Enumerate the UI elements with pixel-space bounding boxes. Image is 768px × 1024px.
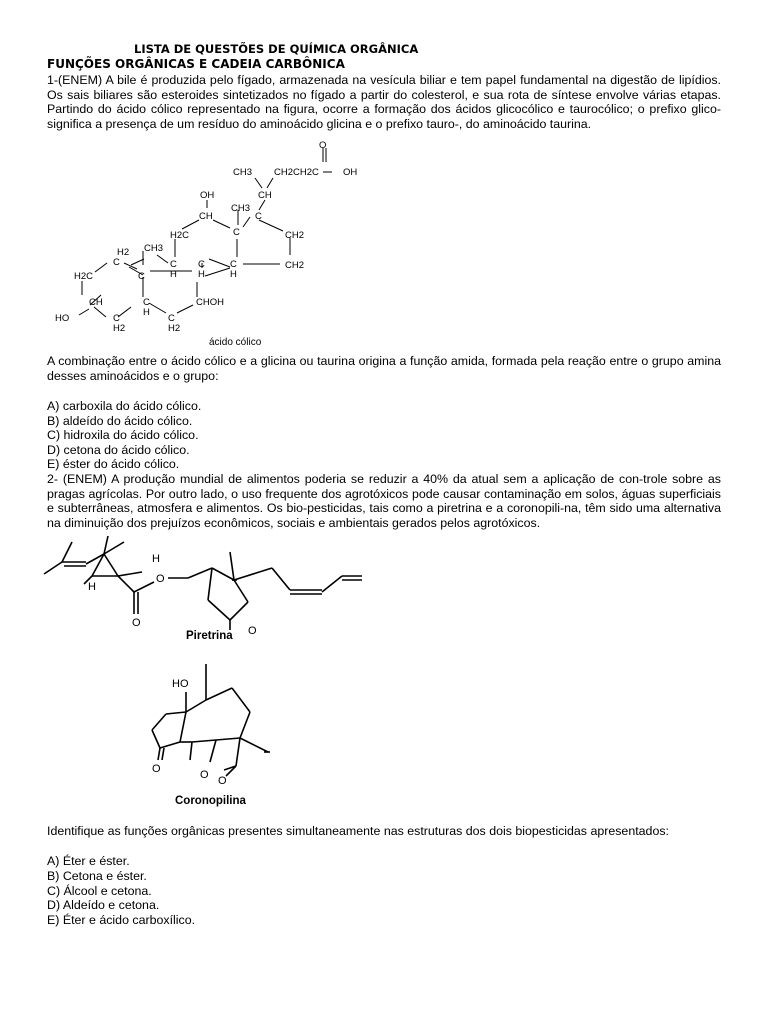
- question-1-option-e: E) éster do ácido cólico.: [47, 457, 180, 471]
- atom-label: CH: [258, 190, 272, 201]
- atom-label: C: [198, 259, 205, 270]
- question-2-option-c: C) Álcool e cetona.: [47, 884, 152, 898]
- atom-label: CH3: [231, 203, 251, 214]
- atom-label: C: [138, 271, 145, 282]
- question-2-option-e: E) Éter e ácido carboxílico.: [47, 913, 196, 927]
- atom-label: H: [230, 269, 237, 280]
- atom-label: H2C: [170, 230, 190, 241]
- atom-label: CH2: [285, 230, 305, 241]
- question-1-option-b: B) aldeído do ácido cólico.: [47, 414, 193, 428]
- atom-label: C: [113, 313, 120, 324]
- atom-label: OH: [200, 190, 215, 201]
- atom-label: O: [248, 625, 257, 637]
- atom-label: O: [152, 763, 161, 775]
- atom-label: O: [156, 573, 165, 585]
- atom-label: O: [132, 617, 141, 629]
- atom-label: CH: [199, 211, 213, 222]
- atom-label: CH2: [285, 260, 305, 271]
- coronopilina-atom-labels: [152, 678, 247, 807]
- atom-label: CHOH: [196, 297, 224, 308]
- atom-label: OH: [343, 167, 358, 178]
- atom-label: H: [198, 269, 205, 280]
- atom-label: CH2CH2C: [274, 167, 319, 178]
- piretrina-figure: [38, 532, 378, 647]
- atom-label: H: [143, 307, 150, 318]
- atom-label: CH3: [144, 243, 164, 254]
- atom-label: CH3: [233, 167, 253, 178]
- atom-label: C: [170, 259, 177, 270]
- question-1-prompt: A combinação entre o ácido cólico e a glicina ou taurina origina a função amida, formada pela reação entre o grupo amina desses aminoácidos e o grupo:: [47, 354, 721, 383]
- document-title: LISTA DE QUESTÕES DE QUÍMICA ORGÂNICA: [134, 42, 419, 56]
- figure-caption-piretrina: Piretrina: [186, 630, 233, 642]
- atom-label: C: [168, 313, 175, 324]
- question-1-option-d: D) cetona do ácido cólico.: [47, 443, 190, 457]
- figure-caption-coronopilina: Coronopilina: [175, 795, 246, 807]
- atom-label: C: [113, 257, 120, 268]
- figure-caption-cholic-acid: ácido cólico: [209, 337, 262, 348]
- atom-label: H2: [113, 323, 126, 334]
- question-1-intro: 1-(ENEM) A bile é produzida pelo fígado, armazenada na vesícula biliar e tem papel fundamental na digestão de lipídios. Os sais biliares são esteroides sintetizados no fígado a partir do colesterol, e sua rota de síntese envolve várias etapas. Partindo do ácido cólico representado na figura, ocorre a formação dos ácidos glicocólico e taurocólico; o prefixo glico- significa a presença de um resíduo do aminoácido glicina e o prefixo tauro-, do aminoácido taurina.: [47, 73, 721, 131]
- atom-label: C: [255, 211, 262, 222]
- atom-label: HO: [55, 313, 70, 324]
- atom-label: C: [230, 259, 237, 270]
- atom-label: O: [218, 775, 227, 787]
- atom-label: H: [88, 581, 96, 593]
- question-2-intro: 2- (ENEM) A produção mundial de alimentos poderia se reduzir a 40% da atual sem a aplicação de con-trole sobre as pragas agrícolas. Por outro lado, o uso frequente dos agrotóxicos pode causar contaminação em solos, águas superficiais e subterrâneas, atmosfera e alimentos. Os bio-pesticidas, tais como a piretrina e a coronopili-na, têm sido uma alternativa na diminuição dos prejuízos econômicos, sociais e ambientais gerados pelos agrotóxicos.: [47, 472, 721, 530]
- atom-label: O: [319, 140, 327, 151]
- atom-label: H2: [168, 323, 181, 334]
- question-2-prompt: Identifique as funções orgânicas presentes simultaneamente nas estruturas dos dois biopesticidas apresentados:: [47, 824, 669, 838]
- atom-label: CH: [89, 297, 103, 308]
- question-2-option-b: B) Cetona e éster.: [47, 869, 147, 883]
- atom-label: C: [143, 297, 150, 308]
- coronopilina-figure: [140, 660, 310, 810]
- document-subtitle: FUNÇÕES ORGÂNICAS E CADEIA CARBÔNICA: [47, 57, 345, 71]
- question-2-option-d: D) Aldeído e cetona.: [47, 898, 160, 912]
- atom-label: O: [200, 769, 209, 781]
- coronopilina-bonds: [152, 664, 270, 776]
- question-2-option-a: A) Éter e éster.: [47, 854, 130, 868]
- atom-label: H: [170, 269, 177, 280]
- atom-label: C: [233, 227, 240, 238]
- cholic-acid-figure: [47, 135, 377, 350]
- question-1-option-a: A) carboxila do ácido cólico.: [47, 399, 202, 413]
- atom-label: HO: [172, 678, 189, 690]
- question-1-option-c: C) hidroxila do ácido cólico.: [47, 428, 199, 442]
- atom-label: H: [152, 553, 160, 565]
- atom-label: H2: [117, 247, 130, 258]
- atom-label: H2C: [74, 271, 94, 282]
- cholic-acid-atom-labels: [55, 140, 357, 348]
